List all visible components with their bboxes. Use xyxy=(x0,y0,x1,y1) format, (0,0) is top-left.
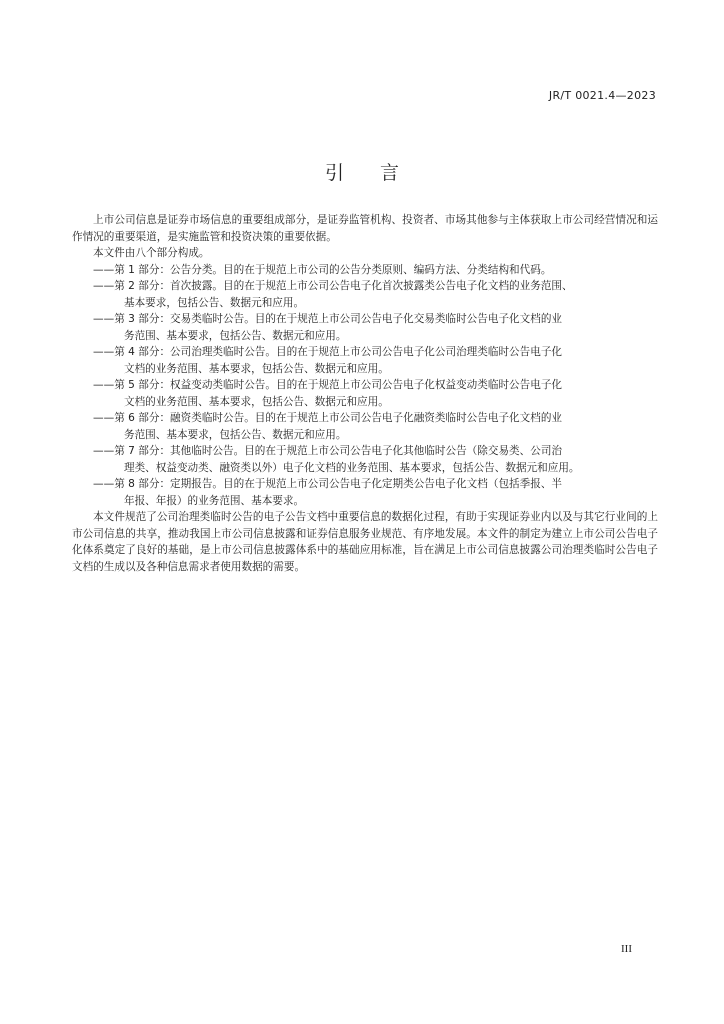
standard-id: JR/T 0021.4—2023 xyxy=(548,89,656,102)
part-6-item-cont: 务范围、基本要求，包括公告、数据元和应用。 xyxy=(124,428,347,441)
part-8-item: ——第 8 部分：定期报告。目的在于规范上市公司公告电子化定期类公告电子化文档（包括季报、半 xyxy=(93,478,563,490)
intro-paragraph: 上市公司信息是证券市场信息的重要组成部分，是证券监管机构、投资者、市场其他参与主体获取上市公司经营情况和运作情况的重要渠道，是实施监管和投资决策的重要依据。 xyxy=(72,214,658,243)
part-7-item-cont: 理类、权益变动类、融资类以外）电子化文档的业务范围、基本要求，包括公告、数据元和应用。 xyxy=(124,461,580,474)
part-7-item: ——第 7 部分：其他临时公告。目的在于规范上市公司公告电子化其他临时公告（除交易类、公司治 xyxy=(93,445,563,457)
part-6-item: ——第 6 部分：融资类临时公告。目的在于规范上市公司公告电子化融资类临时公告电子化文档的业 xyxy=(93,412,563,424)
part-5-item: ——第 5 部分：权益变动类临时公告。目的在于规范上市公司公告电子化权益变动类临时公告电子化 xyxy=(93,379,563,391)
part-1-item: ——第 1 部分：公告分类。目的在于规范上市公司的公告分类原则、编码方法、分类结构和代码。 xyxy=(93,263,552,276)
purpose-paragraph: 本文件规范了公司治理类临时公告的电子公告文档中重要信息的数据化过程，有助于实现证券业内以及与其它行业间的上市公司信息的共享，推动我国上市公司信息披露和证券信息服务业规范、有序地发展。本文件的制定为建立上市公司公告电子化体系奠定了良好的基础，是上市公司信息披露体系中的基础应用标准，旨在满足上市公司信息披露公司治理类临时公告电子文档的生成以及各种信息需求者使用数据的需要。 xyxy=(72,511,658,573)
part-4-item: ——第 4 部分：公司治理类临时公告。目的在于规范上市公司公告电子化公司治理类临时公告电子化 xyxy=(93,346,563,358)
part-2-item-cont: 基本要求，包括公告、数据元和应用。 xyxy=(124,296,305,309)
part-8-item-cont: 年报、年报）的业务范围、基本要求。 xyxy=(124,494,305,507)
part-3-item: ——第 3 部分：交易类临时公告。目的在于规范上市公司公告电子化交易类临时公告电子化文档的业 xyxy=(93,313,563,325)
part-4-item-cont: 文档的业务范围、基本要求，包括公告、数据元和应用。 xyxy=(124,362,389,375)
page-title: 引言 xyxy=(324,162,435,184)
part-2-item: ——第 2 部分：首次披露。目的在于规范上市公司公告电子化首次披露类公告电子化文档的业务范围、 xyxy=(93,280,573,292)
part-5-item-cont: 文档的业务范围、基本要求，包括公告、数据元和应用。 xyxy=(124,395,389,408)
composition-paragraph: 本文件由八个部分构成。 xyxy=(93,247,210,259)
part-3-item-cont: 务范围、基本要求，包括公告、数据元和应用。 xyxy=(124,329,347,342)
page-number: III xyxy=(621,943,632,955)
body-text xyxy=(72,212,658,575)
